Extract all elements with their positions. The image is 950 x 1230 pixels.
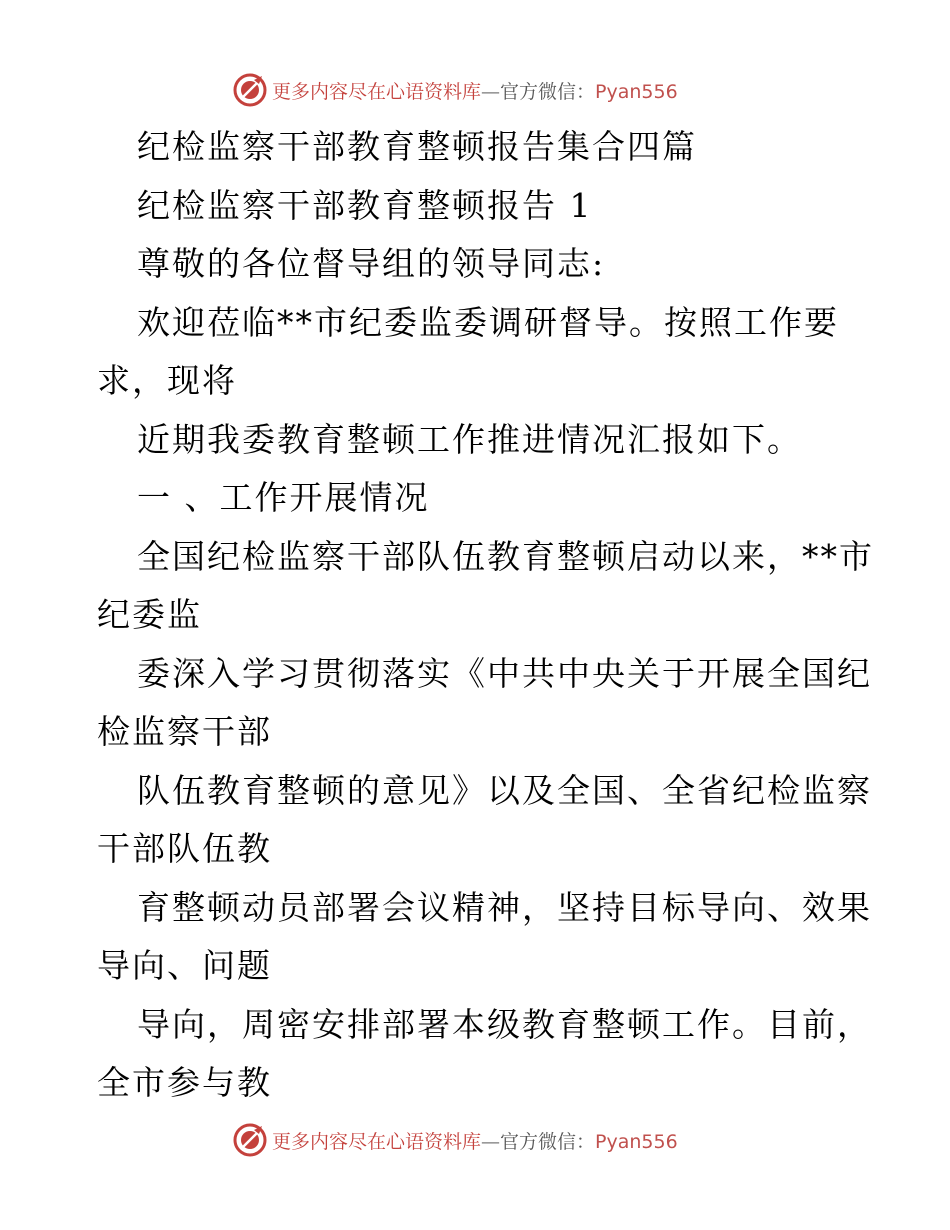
- paragraph-line: 导向，周密安排部署本级教育整顿工作。目前，: [137, 1004, 872, 1044]
- watermark-id: Pyan556: [595, 1130, 678, 1153]
- watermark-main: 更多内容尽在心语资料库: [272, 1130, 482, 1153]
- document-title: 纪检监察干部教育整顿报告集合四篇: [137, 127, 697, 166]
- paragraph-line: 纪委监: [97, 595, 202, 634]
- paragraph-line: 全国纪检监察干部队伍教育整顿启动以来，**市: [137, 536, 874, 576]
- paragraph-line: 检监察干部: [97, 712, 272, 751]
- watermark-header: [232, 70, 678, 110]
- watermark-separator: —: [481, 80, 501, 103]
- section-title: 纪检监察干部教育整顿报告 1: [137, 185, 593, 225]
- watermark-label: 官方微信：: [500, 1130, 596, 1153]
- paragraph-line: 育整顿动员部署会议精神，坚持目标导向、效果: [137, 887, 872, 927]
- watermark-id: Pyan556: [595, 80, 678, 103]
- paragraph-line: 近期我委教育整顿工作推进情况汇报如下。: [137, 419, 802, 459]
- logo-icon: [232, 1122, 268, 1158]
- watermark-main: 更多内容尽在心语资料库: [272, 80, 482, 103]
- paragraph-line: 队伍教育整顿的意见》以及全国、全省纪检监察: [137, 770, 872, 810]
- paragraph-line: 干部队伍教: [97, 829, 272, 868]
- watermark-text: [272, 1127, 678, 1154]
- paragraph-line: 欢迎莅临**市纪委监委调研督导。按照工作要: [137, 302, 839, 342]
- watermark-label: 官方微信：: [500, 80, 596, 103]
- logo-icon: [232, 72, 268, 108]
- document-body: [97, 118, 874, 1113]
- heading-line: 一 、工作开展情况: [137, 478, 430, 517]
- salutation: 尊敬的各位督导组的领导同志:: [137, 244, 606, 283]
- watermark-footer: [232, 1120, 678, 1160]
- paragraph-line: 委深入学习贯彻落实《中共中央关于开展全国纪: [137, 653, 872, 693]
- paragraph-line: 全市参与教: [97, 1063, 272, 1102]
- watermark-text: [272, 77, 678, 104]
- paragraph-line: 导向、问题: [97, 946, 272, 985]
- watermark-separator: —: [481, 1130, 501, 1153]
- paragraph-line: 求，现将: [97, 361, 237, 400]
